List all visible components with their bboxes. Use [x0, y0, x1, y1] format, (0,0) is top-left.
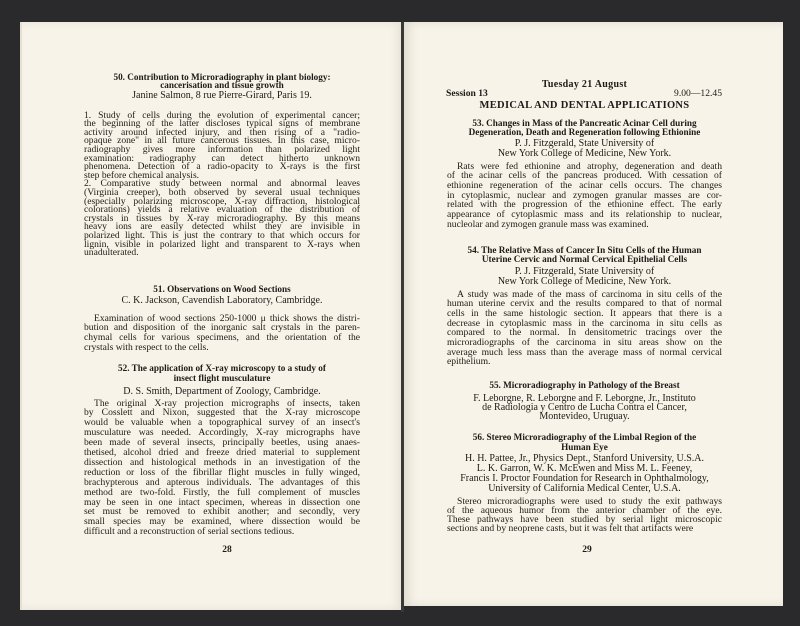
- abstract-body-line: (especially polarizing microscope, X-ray diffraction, histological: [84, 195, 360, 207]
- abstract-body-line: activity around infected injury, and then rising of a "radio-: [84, 126, 360, 138]
- abstract-body-line: reduction or loss of the fibrillar flight muscles in fully winged,: [84, 466, 360, 478]
- abstract-author: New York College of Medicine, New York.: [497, 275, 672, 287]
- abstract-author: F. Leborgne, R. Leborgne and F. Leborgne, Jr., Instituto: [473, 392, 696, 404]
- abstract-body-line: Examination of wood sections 250-1000 μ thick shows the distri-: [94, 312, 360, 324]
- abstract-heading: 52. The application of X-ray microscopy to a study of: [118, 362, 326, 373]
- abstract-body-line: human uterine cervix and the results compared to that of normal: [447, 298, 722, 310]
- abstract-body-line: radiography gives more information than polarized light: [84, 143, 360, 155]
- abstract-body-line: unadulterated.: [84, 247, 139, 259]
- abstract-body-line: colorations) yields a relative evaluation of the distribution of: [84, 204, 360, 216]
- abstract-body-line: the beginning of the latter discloses typical signs of membrane: [84, 118, 360, 130]
- abstract-body-line: cells in the same histologic section. It appears that there is a: [447, 307, 722, 319]
- abstract-body-line: examination: radiography can detect hitherto unknown: [84, 152, 360, 164]
- abstract-body-line: lignin, visible in polarized light and transparent to X-rays when: [84, 238, 360, 250]
- abstract-author: D. S. Smith, Department of Zoology, Cambridge.: [123, 385, 321, 397]
- abstract-body-line: appearance of cytoplasmic mass and its relationship to nuclear,: [447, 209, 722, 220]
- abstract-body-line: A study was made of the mass of carcinoma in situ cells of the: [457, 288, 722, 300]
- abstract-body-line: ethionine regeneration of the acinar cells occurs. The changes: [447, 179, 722, 191]
- abstract-body-line: sections and by neoprene casts, but it was felt that artifacts were: [447, 522, 694, 534]
- abstract-body-line: thetised, alcohol dried and freeze dried material to supplement: [84, 447, 360, 458]
- abstract-body-line: average much less mass than the average mass of normal cervical: [447, 346, 722, 358]
- abstract-heading: 56. Stereo Microradiography of the Limbal Region of the: [472, 431, 697, 442]
- abstract-heading: 53. Changes in Mass of the Pancreatic Acinar Cell during: [472, 117, 697, 128]
- abstract-body-line: crystals in tissues by X-ray microradiography. By this means: [84, 212, 360, 224]
- abstract-body-line: (Virginia creeper), both observed by several usual techniques: [84, 186, 360, 198]
- abstract-body-line: musculature was needed. Accordingly, X-ray micrographs have: [84, 427, 360, 439]
- abstract-heading: 55. Microradiography in Pathology of the Breast: [489, 379, 680, 390]
- abstract-body-line: heavy ions are easily detected whilst they are invisible in: [84, 221, 360, 233]
- abstract-body-line: of the acinar cells of the pancreas produced. With cessation of: [447, 170, 722, 182]
- abstract-author: C. K. Jackson, Cavendish Laboratory, Cambridge.: [121, 294, 323, 306]
- page-number-right: 29: [582, 545, 592, 555]
- abstract-author: Janine Salmon, 8 rue Pierre-Girard, Paris 19.: [132, 89, 312, 101]
- abstract-author: H. H. Pattee, Jr., Physics Dept., Stanford University, U.S.A.: [464, 452, 705, 464]
- abstract-author: P. J. Fitzgerald, State University of: [514, 265, 655, 277]
- abstract-body-line: 2. Comparative study between normal and abnormal leaves: [84, 178, 360, 190]
- abstract-body-line: difficult and a reconstruction of serial sections tedious.: [84, 526, 295, 538]
- abstract-author: Francis I. Proctor Foundation for Research in Ophthalmology,: [460, 472, 709, 484]
- abstract-body-line: These pathways have been studied by serial light microscopic: [447, 513, 722, 525]
- book-gutter: [401, 22, 404, 612]
- abstract-body-line: small species may be examined, where dissection would be: [84, 516, 360, 528]
- abstract-author: Montevideo, Uruguay.: [539, 410, 630, 422]
- abstract-body-line: brachypterous and apterous individuals. The advantages of this: [84, 476, 360, 488]
- abstract-body-line: microradiographs of the carcinoma in situ areas show on the: [447, 337, 722, 348]
- abstract-body-line: would be valuable when a topographical survey of an insect's: [84, 417, 360, 429]
- abstract-body-line: may be seen in one intact specimen, whereas in dissection one: [84, 496, 360, 508]
- abstract-heading: 54. The Relative Mass of Cancer In Situ Cells of the Human: [467, 244, 702, 255]
- abstract-heading: 51. Observations on Wood Sections: [153, 283, 291, 294]
- abstract-author: de Radiologia y Centro de Lucha Contra el Cancer,: [482, 401, 687, 413]
- abstract-author: New York College of Medicine, New York.: [497, 147, 672, 159]
- abstract-body-line: nucleolar and zymogen granule mass was examined.: [447, 218, 649, 230]
- abstract-body-line: crystals with respect to the cells.: [84, 341, 209, 353]
- abstract-body-line: The original X-ray projection micrographs of insects, taken: [94, 397, 360, 409]
- session-title: MEDICAL AND DENTAL APPLICATIONS: [479, 100, 690, 111]
- abstract-heading: 50. Contribution to Microradiography in plant biology:: [113, 71, 331, 82]
- abstract-body-line: method are two-fold. Firstly, the full complement of muscles: [84, 486, 360, 498]
- abstract-body-line: 1. Study of cells during the evolution of experimental cancer;: [84, 109, 360, 121]
- abstract-heading: Human Eye: [561, 441, 608, 452]
- abstract-heading: Uterine Cervic and Normal Cervical Epithelial Cells: [481, 253, 688, 264]
- abstract-body-line: set must be removed to exhibit another; and secondly, very: [84, 506, 360, 518]
- session-day: Tuesday 21 August: [541, 79, 628, 90]
- abstract-body-line: chymal cells for various specimens, and the orientation of the: [84, 331, 360, 343]
- abstract-body-line: polarized light. This is just the contrary to that which occurs for: [84, 229, 360, 241]
- abstract-author: L. K. Garron, W. K. McEwen and Miss M. L. Feeney,: [476, 462, 693, 474]
- abstract-author: P. J. Fitzgerald, State University of: [514, 137, 655, 149]
- session-time: 9.00—12.45: [674, 88, 722, 99]
- session-number: Session 13: [446, 88, 488, 99]
- abstract-body-line: compared to the normal. In densitometric tracings over the: [447, 327, 722, 339]
- abstract-heading: insect flight musculature: [173, 372, 271, 383]
- abstract-body-line: been made of several insects, principally beetles, using anaes-: [84, 437, 360, 449]
- abstract-body-line: Stereo microradiographs were used to study the exit pathways: [457, 495, 722, 507]
- abstract-body-line: of the aqueous humor from the anterior chamber of the eye.: [447, 504, 722, 516]
- abstract-body-line: in cytoplasmic, nuclear and zymogen granular masses are cor-: [447, 189, 722, 201]
- abstract-author: University of California Medical Center, U.S.A.: [488, 482, 681, 494]
- abstract-body-line: related with the progression of the ethionine effect. The early: [447, 199, 722, 211]
- abstract-body-line: dissection and histological methods in an investigation of the: [84, 456, 360, 468]
- abstract-body-line: opaque zone" in all future cancerous tissues. In this case, micro-: [84, 135, 360, 147]
- abstract-body-line: decrease in cytoplasmic mass in the carcinoma in situ cells as: [447, 317, 722, 329]
- page-number-left: 28: [222, 545, 232, 555]
- abstract-heading: cancerisation and tissue growth: [160, 80, 284, 90]
- abstract-heading: Degeneration, Death and Regeneration following Ethionine: [468, 126, 701, 137]
- abstract-body-line: step before chemical analysis.: [84, 169, 200, 181]
- abstract-body-line: Rats were fed ethionine and atrophy, degeneration and death: [457, 160, 722, 172]
- abstract-body-line: by Cosslett and Nixon, suggested that the X-ray microscope: [84, 407, 360, 419]
- abstract-body-line: phenomena. Detection of a radio-opacity to X-rays is the first: [84, 161, 360, 173]
- abstract-body-line: bution and disposition of the inorganic salt crystals in the paren-: [84, 322, 360, 334]
- abstract-body-line: epithelium.: [447, 356, 491, 368]
